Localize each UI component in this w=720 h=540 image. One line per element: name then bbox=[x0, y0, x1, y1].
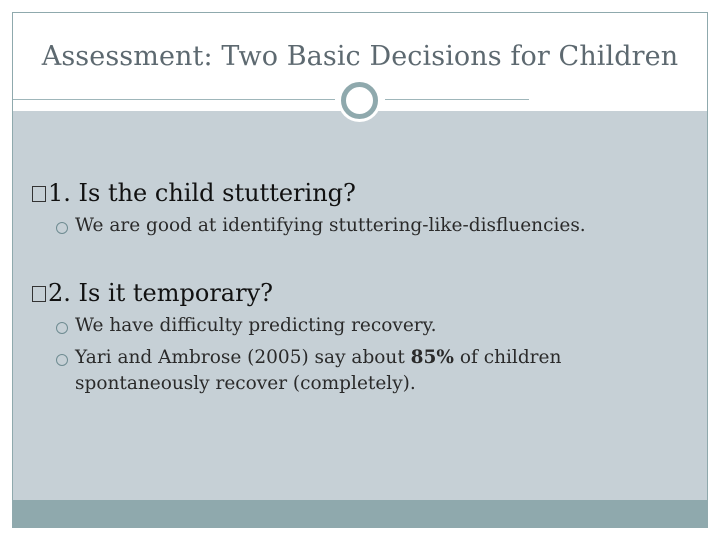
bullet-2-1: We have difficulty predicting recovery. bbox=[75, 315, 437, 336]
bullet-1-1: We are good at identifying stuttering-like-disfluencies. bbox=[75, 215, 586, 236]
circle-bullet-icon bbox=[56, 222, 68, 234]
title-divider-right bbox=[385, 99, 529, 100]
circle-bullet-icon bbox=[56, 322, 68, 334]
bullet-2-2-line-2: spontaneously recover (completely). bbox=[75, 373, 416, 394]
slide bbox=[12, 12, 708, 528]
slide-title: Assessment: Two Basic Decisions for Children bbox=[41, 41, 679, 72]
list-item-2 bbox=[32, 279, 273, 307]
bullet-2-2 bbox=[75, 347, 561, 368]
square-bullet-icon bbox=[32, 286, 46, 302]
bullet-2-2-text-after: of children bbox=[453, 347, 562, 368]
list-item-1 bbox=[32, 179, 356, 207]
title-divider-left bbox=[13, 99, 335, 100]
circle-bullet-icon bbox=[56, 354, 68, 366]
bullet-2-2-text-before: Yari and Ambrose (2005) say about bbox=[75, 347, 411, 368]
ring-ornament bbox=[341, 82, 378, 119]
percentage-emphasis: 85% bbox=[410, 347, 454, 368]
content-area bbox=[13, 111, 707, 500]
heading-2: 2. Is it temporary? bbox=[48, 279, 273, 307]
square-bullet-icon bbox=[32, 186, 46, 202]
heading-1: 1. Is the child stuttering? bbox=[48, 179, 356, 207]
footer-bar bbox=[13, 500, 707, 528]
